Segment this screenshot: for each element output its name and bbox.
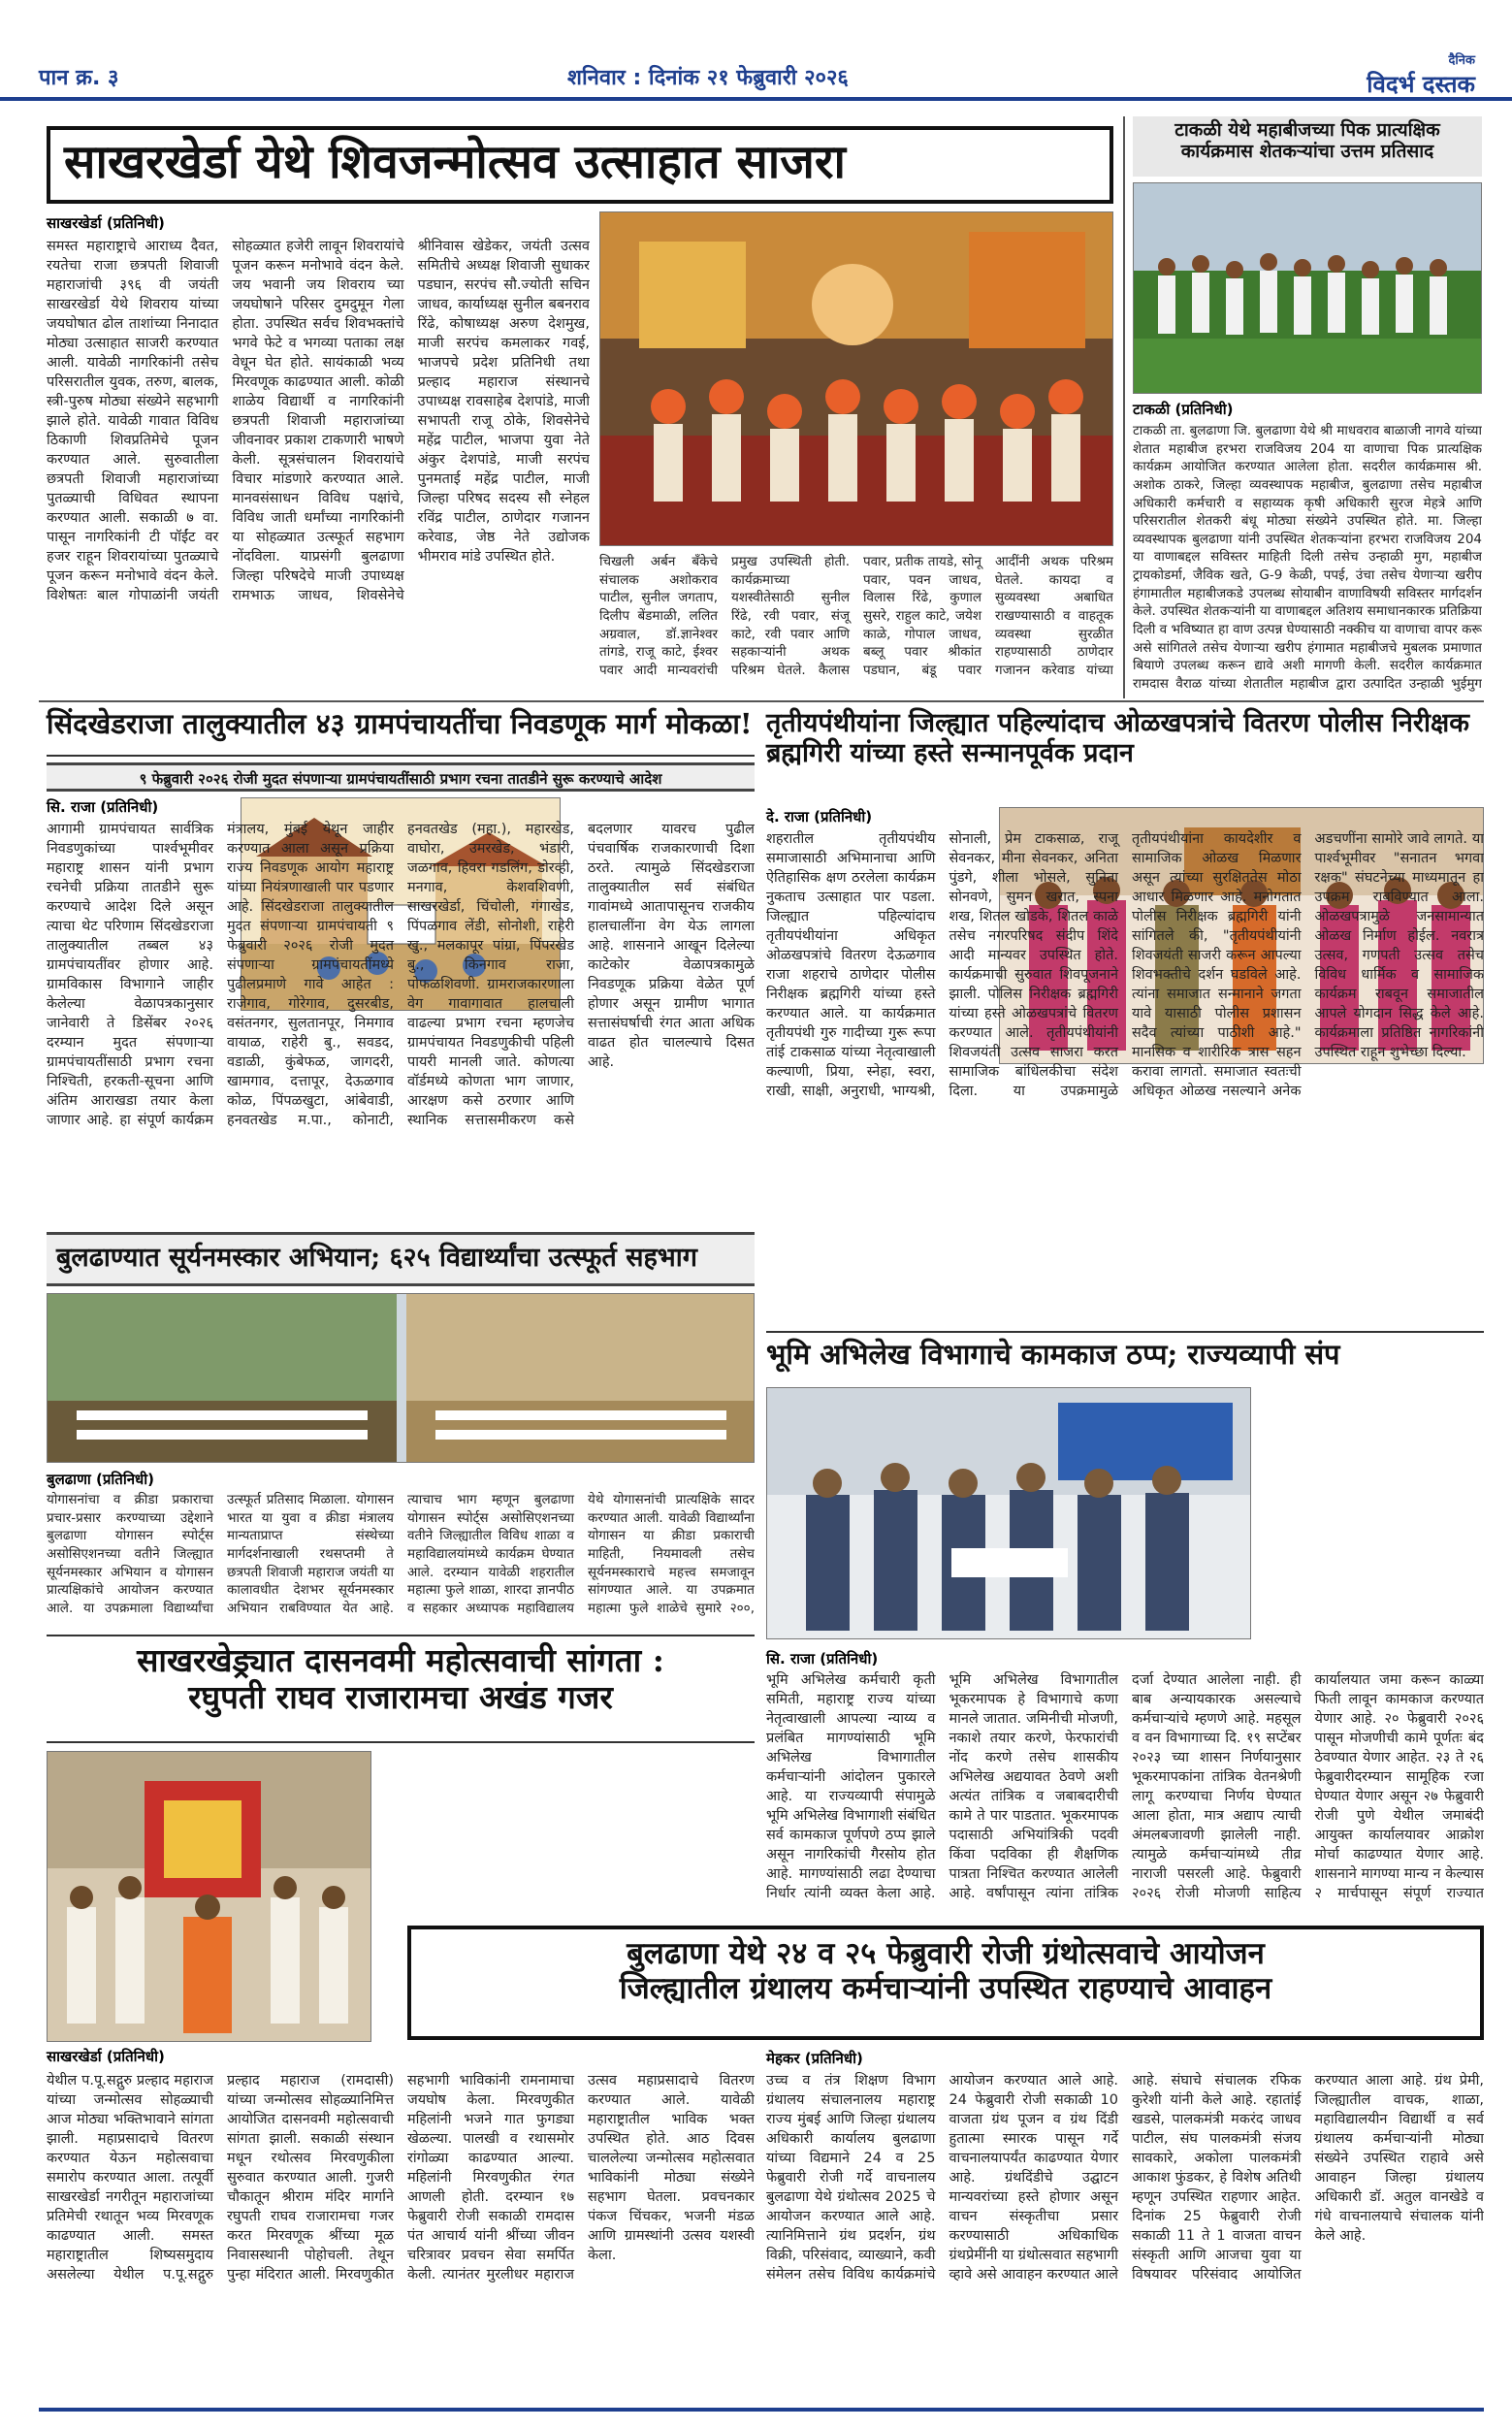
issue-date: शनिवार : दिनांक २१ फेब्रुवारी २०२६ (567, 66, 849, 90)
story4-headline: बुलढाण्यात सूर्यनमस्कार अभियान; ६२५ विद्यार्थ्यांचा उत्स्फूर्त सहभाग (47, 1232, 755, 1286)
story7-headline-block (407, 1926, 1484, 2040)
story2-headline: सिंदखेडराजा तालुक्यातील ४३ ग्रामपंचायतींचा निवडणूक मार्ग मोकळा! (47, 708, 755, 757)
story1-caption-text: चिखली अर्बन बँकेचे संचालक अशोकराव पाटील, सुनील जगताप, दिलीप बेंडमाळी, ललित अग्रवाल, डॉ.ज्ञानेश्वर तांगडे, राजू काटे, ईश्वर पवार आदी मान्यवरांची प्रमुख उपस्थिती होती. कार्यक्रमाच्या यशस्वीतेसाठी सुनील रिंढे, रवी पवार, संजू काटे, रवी पवार आणि सहकाऱ्यांनी अथक परिश्रम घेतले. कैलास पवार, प्रतीक तायडे, सोनू पवार, पवन जाधव, विलास रिंढे, कुणाल सुसरे, राहुल काटे, जयेश काळे, गोपाल जाधव, बब्लू पवार श्रीकांत पडघान, बंडू पवार आदींनी अथक परिश्रम घेतले. कायदा व सुव्यवस्था अबाधित राखण्यासाठी व वाहतूक व्यवस्था सुरळीत राहण्यासाठी ठाणेदार गजानन करेवाड यांच्या (599, 554, 1113, 678)
story6-byline-block (47, 2047, 371, 2070)
page-number: पान क्र. ३ (39, 66, 119, 90)
story6-byline: साखरखेर्डा (प्रतिनिधी) (47, 2048, 165, 2065)
masthead (1367, 50, 1475, 100)
suryanamaskar-photo-art (48, 1294, 755, 1463)
takli-headline: टाकळी येथे महाबीजच्या पिक प्रात्यक्षिक कार्यक्रमास शेतकऱ्यांचा उत्तम प्रतिसाद (1133, 116, 1482, 177)
masthead-title: विदर्भ दस्तक (1367, 71, 1475, 98)
story6-text: येथील प.पू.सद्गुरु प्रल्हाद महाराज यांच्या जन्मोत्सव सोहळ्याची आज मोठ्या भक्तिभावाने सांगता झाली. महाप्रसादाचे वितरण करण्यात येऊन महोत्सवाचा समारोप करण्यात आला. तत्पूर्वी साखरखेर्डा नगरीतून महाराजांच्या प्रतिमेची रथातून भव्य मिरवणूक काढण्यात आली. समस्त महाराष्ट्रातील शिष्यसमुदाय असलेल्या येथील प.पू.सद्गुरु प्रल्हाद महाराज (रामदासी) यांच्या जन्मोत्सव सोहळ्यानिमित्त आयोजित दासनवमी महोत्सवाची सांगता झाली. सकाळी संस्थान मधून रथोत्सव मिरवणुकीला सुरुवात करण्यात आली. गुजरी चौकातून श्रीराम मंदिर मार्गाने रघुपती राघव राजारामचा गजर करत मिरवणूक श्रींच्या मूळ निवासस्थानी पोहोचली. तेथून पुन्हा मंदिरात आली. मिरवणुकीत सहभागी भाविकांनी रामनामाचा जयघोष केला. मिरवणुकीत महिलांनी भजने गात फुगड्या खेळल्या. पालखी व रथासमोर रांगोळ्या काढण्यात आल्या. महिलांनी मिरवणुकीत रंगत आणली होती. दरम्यान १७ फेब्रुवारी रोजी सकाळी रामदास पंत आचार्य यांनी श्रींच्या जीवन चरित्रावर प्रवचन सेवा समर्पित केली. त्यानंतर मुरलीधर महाराज उत्सव महाप्रसादाचे वितरण करण्यात आले. यावेळी महाराष्ट्रातील भाविक भक्त उपस्थित होते. आठ दिवस चाललेल्या जन्मोत्सव महोत्सवात भाविकांनी मोठ्या संख्येने सहभाग घेतला. प्रवचनकार पंकज चिंचकर, भजनी मंडळ आणि ग्रामस्थांनी उत्सव यशस्वी केला. (47, 2073, 755, 2283)
story6-headline-block (47, 1635, 755, 1743)
masthead-small: दैनिक (1448, 53, 1475, 68)
story2-byline: सि. राजा (प्रतिनिधी) (47, 798, 159, 816)
story2-text: आगामी ग्रामपंचायत सार्वत्रिक निवडणुकांच्या पार्श्वभूमीवर महाराष्ट्र शासन यांनी प्रभाग रचनेची प्रक्रिया तातडीने सुरू करण्याचे आदेश दिले असून त्याचा थेट परिणाम सिंदखेडराजा तालुक्यातील तब्बल ४३ ग्रामपंचायतींवर होणार आहे. ग्रामविकास विभागाने जाहीर केलेल्या वेळापत्रकानुसार जानेवारी ते डिसेंबर २०२६ दरम्यान मुदत संपणाऱ्या ग्रामपंचायतींसाठी प्रभाग रचना निश्चिती, हरकती-सूचना आणि अंतिम आराखडा तयार केला जाणार आहे. हा संपूर्ण कार्यक्रम मंत्रालय, मुंबई येथून जाहीर करण्यात आला असून प्रक्रिया राज्य निवडणूक आयोग महाराष्ट्र यांच्या नियंत्रणाखाली पार पडणार आहे. सिंदखेडराजा तालुक्यातील मुदत संपणाऱ्या ग्रामपंचायती ९ फेब्रुवारी २०२६ रोजी मुदत संपणाऱ्या ग्रामपंचायतींमध्ये पुढीलप्रमाणे गावे आहेत : राजेगाव, गोरेगाव, दुसरबीड, वसंतनगर, सुलतानपूर, निमगाव वायाळ, राहेरी बु., सवडद, वडाळी, कुंबेफळ, जागदरी, खामगाव, दत्तापूर, देऊळगाव कोळ, पिंपळखुटा, आंबेवाडी, हनवतखेड म.पा., कोनाटी, हनवतखेड (महा.), महारखेड, वाघोरा, उमरखेड, भंडारी, जळगाव, हिवरा गडलिंग, डोरव्ही, मनगाव, केशवशिवणी, साखरखेर्डा, चिंचोली, गंगाखेड, पिंपळगाव लेंडी, सोनोशी, राहेरी खु., मलकापूर पांग्रा, पिंपरखेड बु., किनगाव राजा, पोफळशिवणी. ग्रामराजकारणाला वेग गावागावात हालचाली वाढल्या प्रभाग रचना म्हणजेच ग्रामपंचायत निवडणुकीची पहिली पायरी मानली जाते. कोणत्या वॉर्डमध्ये कोणता भाग जाणार, आरक्षण कसे ठरणार आणि स्थानिक सत्तासमीकरण कसे बदलणार यावरच पुढील पंचवार्षिक राजकारणाची दिशा ठरते. त्यामुळे सिंदखेडराजा तालुक्यातील सर्व संबंधित गावांमध्ये आतापासूनच राजकीय हालचालींना वेग येऊ लागला आहे. शासनाने आखून दिलेल्या काटेकोर वेळापत्रकामुळे निवडणूक प्रक्रिया वेळेत पूर्ण होणार असून ग्रामीण भागात सत्तासंघर्षाची रंगत आता अधिक वाढत होत चालल्याचे दिसत आहे. (47, 822, 755, 1128)
story6-headline-line2: रघुपती राघव राजारामचा अखंड गजर (188, 1677, 613, 1716)
story2-subhead: ९ फेब्रुवारी २०२६ रोजी मुदत संपणाऱ्या ग्रामपंचायतींसाठी प्रभाग रचना तातडीने सुरू करण्याचे आदेश (47, 762, 755, 792)
story1-text: समस्त महाराष्ट्राचे आराध्य दैवत, रयतेचा राजा छत्रपती शिवाजी महाराजांची ३९६ वी जयंती साखरखेर्डा येथे शिवराय यांच्या जयघोषात ढोल ताशांच्या निनादात मोठ्या उत्साहात साजरी करण्यात आली. यावेळी नागरिकांनी तसेच परिसरातील युवक, तरुण, बालक, स्त्री-पुरुष मोठ्या संख्येने सहभागी झाले होते. यावेळी गावात विविध ठिकाणी शिवप्रतिमेचे पूजन करण्यात आले. सुरुवातीला छत्रपती शिवाजी महाराजांच्या पुतळ्याची विधिवत स्थापना करण्यात आली. सकाळी ७ वा. पासून नागरिकांनी टी पॉईंट वर हजर राहून शिवरायांच्या पुतळ्याचे पूजन करून मनोभावे वंदन केले. विशेषतः बाल गोपाळांनी जयंती सोहळ्यात हजेरी लावून शिवरायांचे पूजन करून मनोभावे वंदन केले. जय भवानी जय शिवराय च्या जयघोषाने परिसर दुमदुमून गेला होता. उपस्थित सर्वच शिवभक्तांचे भगवे फेटे व भगव्या पताका लक्ष वेधून घेत होते. सायंकाळी भव्य मिरवणूक काढण्यात आली. कोळी शाळेय विद्यार्थी व नागरिकांनी छत्रपती शिवाजी महाराजांच्या जीवनावर प्रकाश टाकणारी भाषणे केली. सूत्रसंचालन शिवरायांचे विचार मांडणारे करण्यात आले. मानवसंसाधन विविध पक्षांचे, विविध जाती धर्मांच्या नागरिकांनी या सोहळ्यात उत्स्फूर्त सहभाग नोंदविला. याप्रसंगी बुलढाणा जिल्हा परिषदेचे माजी उपाध्यक्ष रामभाऊ जाधव, शिवसेनेचे श्रीनिवास खेडेकर, जयंती उत्सव समितीचे अध्यक्ष शिवाजी सुधाकर पडघान, सरपंच सौ.ज्योती सचिन जाधव, कार्याध्यक्ष सुनील बबनराव रिंढे, कोषाध्यक्ष अरुण देशमुख, माजी सरपंच कमलाकर गवई, भाजपचे प्रदेश प्रतिनिधी तथा प्रल्हाद महाराज संस्थानचे उपाध्यक्ष रावसाहेब देशपांडे, माजी सभापती राजू ठोके, शिवसेनेचे महेंद्र पाटील, भाजपा युवा नेते अंकुर देशपांडे, माजी सरपंच पुनमताई महेंद्र पाटील, माजी जिल्हा परिषद सदस्य सौ स्नेहल रविंद्र पाटील, ठाणेदार गजानन करेवाड, जेष्ठ नेते उद्योजक भीमराव मांडे उपस्थित होते. (47, 239, 590, 603)
story4-text: योगासनांचा व क्रीडा प्रकाराचा प्रचार-प्रसार करण्याच्या उद्देशाने बुलढाणा योगासन स्पोर्ट्स असोसिएशनच्या वतीने जिल्ह्यात सूर्यनमस्कार अभियान व योगासन प्रात्यक्षिकांचे आयोजन करण्यात आले. या उपक्रमाला विद्यार्थ्यांचा उत्स्फूर्त प्रतिसाद मिळाला. योगासन भारत या युवा व क्रीडा मंत्रालय मान्यताप्राप्त संस्थेच्या मार्गदर्शनाखाली रथसप्तमी ते छत्रपती शिवाजी महाराज जयंती या कालावधीत देशभर सूर्यनमस्कार अभियान राबविण्यात येत आहे. त्याचाच भाग म्हणून बुलढाणा योगासन स्पोर्ट्स असोसिएशनच्या वतीने जिल्ह्यातील विविध शाळा व महाविद्यालयांमध्ये कार्यक्रम घेण्यात आले. दरम्यान यावेळी शहरातील महात्मा फुले शाळा, शारदा ज्ञानपीठ व सहकार अध्यापक महाविद्यालय येथे योगासनांची प्रात्यक्षिके सादर करण्यात आली. यावेळी विद्यार्थ्यांना योगासन या क्रीडा प्रकाराची माहिती, नियमावली तसेच सूर्यनमस्काराचे महत्त्व समजावून सांगण्यात आले. या उपक्रमात महात्मा फुले शाळेचे सुमारे २००, (47, 1492, 755, 1616)
dasnavami-procession-photo (47, 1751, 371, 2042)
story3-headline: तृतीयपंथीयांना जिल्ह्यात पहिल्यांदाच ओळखपत्रांचे वितरण पोलीस निरीक्षक ब्रह्मगिरी यांच्या हस्ते सन्मानपूर्वक प्रदान (766, 708, 1470, 769)
story1-body-block (47, 213, 590, 689)
farm-field-photo (1133, 182, 1482, 394)
column-divider (1123, 116, 1125, 698)
story6-headline-line1: साखरखेड्र्यात दासनवमी महोत्सवाची सांगता : (137, 1641, 664, 1679)
story4-byline: बुलढाणा (प्रतिनिधी) (47, 1471, 155, 1488)
story7-headline-line2: जिल्ह्यातील ग्रंथालय कर्मचाऱ्यांनी उपस्थित राहण्याचे आवाहन (619, 1970, 1272, 2006)
story3-text: शहरातील तृतीयपंथीय समाजासाठी अभिमानाचा आणि ऐतिहासिक क्षण ठरलेला कार्यक्रम नुकताच उत्साहात पार पडला. जिल्ह्यात पहिल्यांदाच तृतीयपंथीयांना अधिकृत ओळखपत्रांचे वितरण देऊळगाव राजा शहराचे ठाणेदार पोलीस निरीक्षक ब्रह्मगिरी यांच्या हस्ते करण्यात आले. या कार्यक्रमात तृतीयपंथी गुरु गादीच्या गुरू रूपा तांई टाकसाळ यांच्या नेतृत्वाखाली कल्याणी, प्रिया, स्नेहा, स्वरा, राखी, साक्षी, अनुराधी, भाग्यश्री, सोनाली, प्रेम टाकसाळ, राजू सेवनकर, मीना सेवनकर, अनिता पुंडगे, शीला भोसले, सुनिता सोनवणे, सुमन खरात, स्पना शख, शितल खोडके, शितल काळे तसेच नगरपरिषद संदीप शिंदे आदी मान्यवर उपस्थित होते. कार्यक्रमाची सुरुवात शिवपूजनाने झाली. पोलिस निरीक्षक ब्रह्मगिरी यांच्या हस्ते ओळखपत्रांचे वितरण करण्यात आले. तृतीयपंथीयांनी शिवजयंती उत्सव साजरा करत सामाजिक बांधिलकीचा संदेश दिला. या उपक्रमामुळे तृतीयपंथीयांना कायदेशीर व सामाजिक ओळख मिळणार असून त्यांच्या सुरक्षिततेस मोठा आधार मिळणार आहे. मनोगतात पोलीस निरीक्षक ब्रह्मगिरी यांनी सांगितले की, "तृतीयपंथीयांनी शिवजयंती साजरी करून आपल्या शिवभक्तीचे दर्शन घडविले आहे. त्यांना समाजात सन्मानाने जगता यावे यासाठी पोलीस प्रशासन सदैव त्यांच्या पाठीशी आहे." मानसिक व शारीरिक त्रास सहन करावा लागतो. समाजात स्वतःची अधिकृत ओळख नसल्याने अनेक अडचणींना सामोरे जावे लागते. या पार्श्वभूमीवर "सनातन भगवा रक्षक" संघटनेच्या माध्यमातून हा उपक्रम राबविण्यात आला. ओळखपत्रामुळे जनसामान्यात ओळख निर्माण होईल. नवरात्र उत्सव, गणपती उत्सव तसेच विविध धार्मिक व सामाजिक कार्यक्रम राबवून समाजातील आपले योगदान सिद्ध केले आहे. कार्यक्रमाला प्रतिष्ठित नागरिकांनी उपस्थित राहून शुभेच्छा दिल्या. (766, 831, 1484, 1099)
shivjayanti-photo-art (600, 212, 1113, 546)
story7-text: उच्च व तंत्र शिक्षण विभाग ग्रंथालय संचालनालय महाराष्ट्र राज्य मुंबई आणि जिल्हा ग्रंथालय अधिकारी कार्यालय बुलढाणा यांच्या विद्यमाने 24 व 25 फेब्रुवारी रोजी गर्दे वाचनालय बुलढाणा येथे ग्रंथोत्सव 2025 चे आयोजन करण्यात आले आहे. त्यानिमित्ताने ग्रंथ प्रदर्शन, ग्रंथ विक्री, परिसंवाद, व्याख्याने, कवी संमेलन तसेच विविध कार्यक्रमांचे आयोजन करण्यात आले आहे. 24 फेब्रुवारी रोजी सकाळी 10 वाजता ग्रंथ पूजन व ग्रंथ दिंडी हुतात्मा स्मारक पासून गर्दे वाचनालयापर्यंत काढण्यात येणार आहे. ग्रंथदिंडीचे उद्घाटन मान्यवरांच्या हस्ते होणार असून वाचन संस्कृतीचा प्रसार करण्यासाठी अधिकाधिक ग्रंथप्रेमींनी या ग्रंथोत्सवात सहभागी व्हावे असे आवाहन करण्यात आले आहे. संघाचे संचालक रफिक कुरेशी यांनी केले आहे. रहातांई खडसे, पालकमंत्री मकरंद जाधव पाटील, संघ पालकमंत्री संजय सावकारे, अकोला पालकमंत्री आकाश फुंडकर, हे विशेष अतिथी म्हणून उपस्थित राहणार आहेत. दिनांक 25 फेब्रुवारी रोजी सकाळी 11 ते 1 वाजता वाचन संस्कृती आणि आजचा युवा या विषयावर परिसंवाद आयोजित करण्यात आला आहे. ग्रंथ प्रेमी, जिल्ह्यातील वाचक, शाळा, महाविद्यालयीन विद्यार्थी व सर्व ग्रंथालय कर्मचाऱ्यांनी मोठ्या संख्येने उपस्थित राहावे असे आवाहन जिल्हा ग्रंथालय अधिकारी डॉ. अतुल वानखेडे व गंधे वाचनालयाचे संचालक यांनी केले आहे. (766, 2073, 1484, 2283)
story3-byline: दे. राजा (प्रतिनिधी) (766, 808, 873, 826)
page-footer-rule (39, 2408, 1484, 2412)
story7-byline-block (766, 2049, 960, 2072)
takli-text: टाकळी ता. बुलढाणा जि. बुलढाणा येथे श्री माधवराव बाळाजी नागवे यांच्या शेतात महाबीज हरभरा राजविजय 204 या वाणाचा पिक प्रात्यक्षिक कार्यक्रम आयोजित करण्यात आलेला होता. सदरील कार्यक्रमास श्री. अशोक ठाकरे, जिल्हा व्यवस्थापक महाबीज, बुलढाणा तसेच महाबीज अधिकारी कर्मचारी व सहाय्यक कृषी अधिकारी सुरज मेहत्रे आणि परिसरातील शेतकरी बंधू मोठ्या संख्येने उपस्थित होते. मा. जिल्हा व्यवस्थापक बुलढाणा यांनी उपस्थित शेतकऱ्यांना हरभरा राजविजय 204 या वाणाबद्दल सविस्तर माहिती दिली तसेच उन्हाळी मुग, महाबीज ट्रायकोडर्मा, जैविक खते, G-9 केळी, पपई, उंचा तसेच येणाऱ्या खरीप हंगामातील महाबीजकडे उपलब्ध सोयाबीन वाणाविषयी सविस्तर मार्गदर्शन केले. उपस्थित शेतकऱ्यांनी या वाणाबद्दल अतिशय समाधानकारक प्रतिक्रिया दिली व भविष्यात हा वाण उत्पन्न घेण्यासाठी नक्कीच या वाणाचा वापर करू असे सांगितले तसेच येणाऱ्या खरीप हंगामात महाबीजचे मुबलक प्रमाणात बियाणे उपलब्ध करून द्यावे अशी मागणी केली. सदरील कार्यक्रमात रामदास वैराळ यांच्या शेतातील महाबीज द्वारा उत्पादित उन्हाळी भुईमुग (1133, 423, 1482, 692)
suryanamaskar-photo (47, 1293, 755, 1463)
takli-byline: टाकळी (प्रतिनिधी) (1133, 401, 1234, 418)
story5-text: भूमि अभिलेख कर्मचारी कृती समिती, महाराष्ट्र राज्य यांच्या नेतृत्वाखाली आपल्या न्याय्य व प्रलंबित मागण्यांसाठी भूमि अभिलेख विभागातील कर्मचाऱ्यांनी आंदोलन पुकारले आहे. या राज्यव्यापी संपामुळे भूमि अभिलेख विभागाशी संबंधित सर्व कामकाज पूर्णपणे ठप्प झाले असून नागरिकांची गैरसोय होत आहे. मागण्यांसाठी लढा देण्याचा निर्धार त्यांनी व्यक्त केला आहे. भूमि अभिलेख विभागातील भूकरमापक हे विभागाचे कणा मानले जातात. जमिनीची मोजणी, नकाशे तयार करणे, फेरफारांची नोंद करणे तसेच शासकीय अभिलेख अद्ययावत ठेवणे अशी अत्यंत तांत्रिक व जबाबदारीची कामे ते पार पाडतात. भूकरमापक पदासाठी अभियांत्रिकी पदवी किंवा पदविका ही शैक्षणिक पात्रता निश्चित करण्यात आलेली आहे. वर्षांपासून त्यांना तांत्रिक दर्जा देण्यात आलेला नाही. ही बाब अन्यायकारक असल्याचे कर्मचाऱ्यांचे म्हणणे आहे. महसूल व वन विभागाच्या दि. १९ सप्टेंबर २०२३ च्या शासन निर्णयानुसार भूकरमापकांना तांत्रिक वेतनश्रेणी लागू करण्याचा निर्णय घेण्यात आला होता, मात्र अद्याप त्याची अंमलबजावणी झालेली नाही. त्यामुळे कर्मचाऱ्यांमध्ये तीव्र नाराजी पसरली आहे. फेब्रुवारी २०२६ रोजी मोजणी साहित्य कार्यालयात जमा करून काळ्या फिती लावून कामकाज करण्यात येणार आहे. २० फेब्रुवारी २०२६ पासून मोजणीची कामे पूर्णतः बंद ठेवण्यात येणार आहेत. २३ ते २६ फेब्रुवारीदरम्यान सामूहिक रजा घेण्यात येणार असून २७ फेब्रुवारी रोजी पुणे येथील जमाबंदी आयुक्त कार्यालयावर आक्रोश मोर्चा काढण्यात येणार आहे. शासनाने मागण्या मान्य न केल्यास २ मार्चपासून संपूर्ण राज्यात (766, 1672, 1484, 1901)
farm-field-photo-art (1134, 183, 1482, 394)
takli-body-block (1133, 400, 1482, 691)
story5-byline: सि. राजा (प्रतिनिधी) (766, 1650, 879, 1668)
story7-byline: मेहकर (प्रतिनिधी) (766, 2050, 863, 2067)
story5-text-a (766, 1670, 1484, 1911)
story1-headline: साखरखेर्डा येथे शिवजन्मोत्सव उत्साहात साजरा (47, 126, 1113, 204)
story6-text-wrap (47, 2071, 755, 2401)
land-records-photo-art (767, 1388, 1251, 1639)
procession-photo-art (48, 1752, 371, 2042)
story7-headline-line1: बुलढाणा येथे २४ व २५ फेब्रुवारी रोजी ग्रंथोत्सवाचे आयोजन (627, 1936, 1265, 1971)
section-divider-1 (39, 700, 1484, 702)
story7-text-wrap (766, 2071, 1484, 2401)
story1-byline: साखरखेर्डा (प्रतिनिधी) (47, 214, 165, 232)
land-records-strike-photo (766, 1387, 1251, 1639)
shivjayanti-photo (599, 211, 1113, 546)
story5-headline: भूमि अभिलेख विभागाचे कामकाज ठप्प; राज्यव्यापी संप (766, 1331, 1484, 1379)
